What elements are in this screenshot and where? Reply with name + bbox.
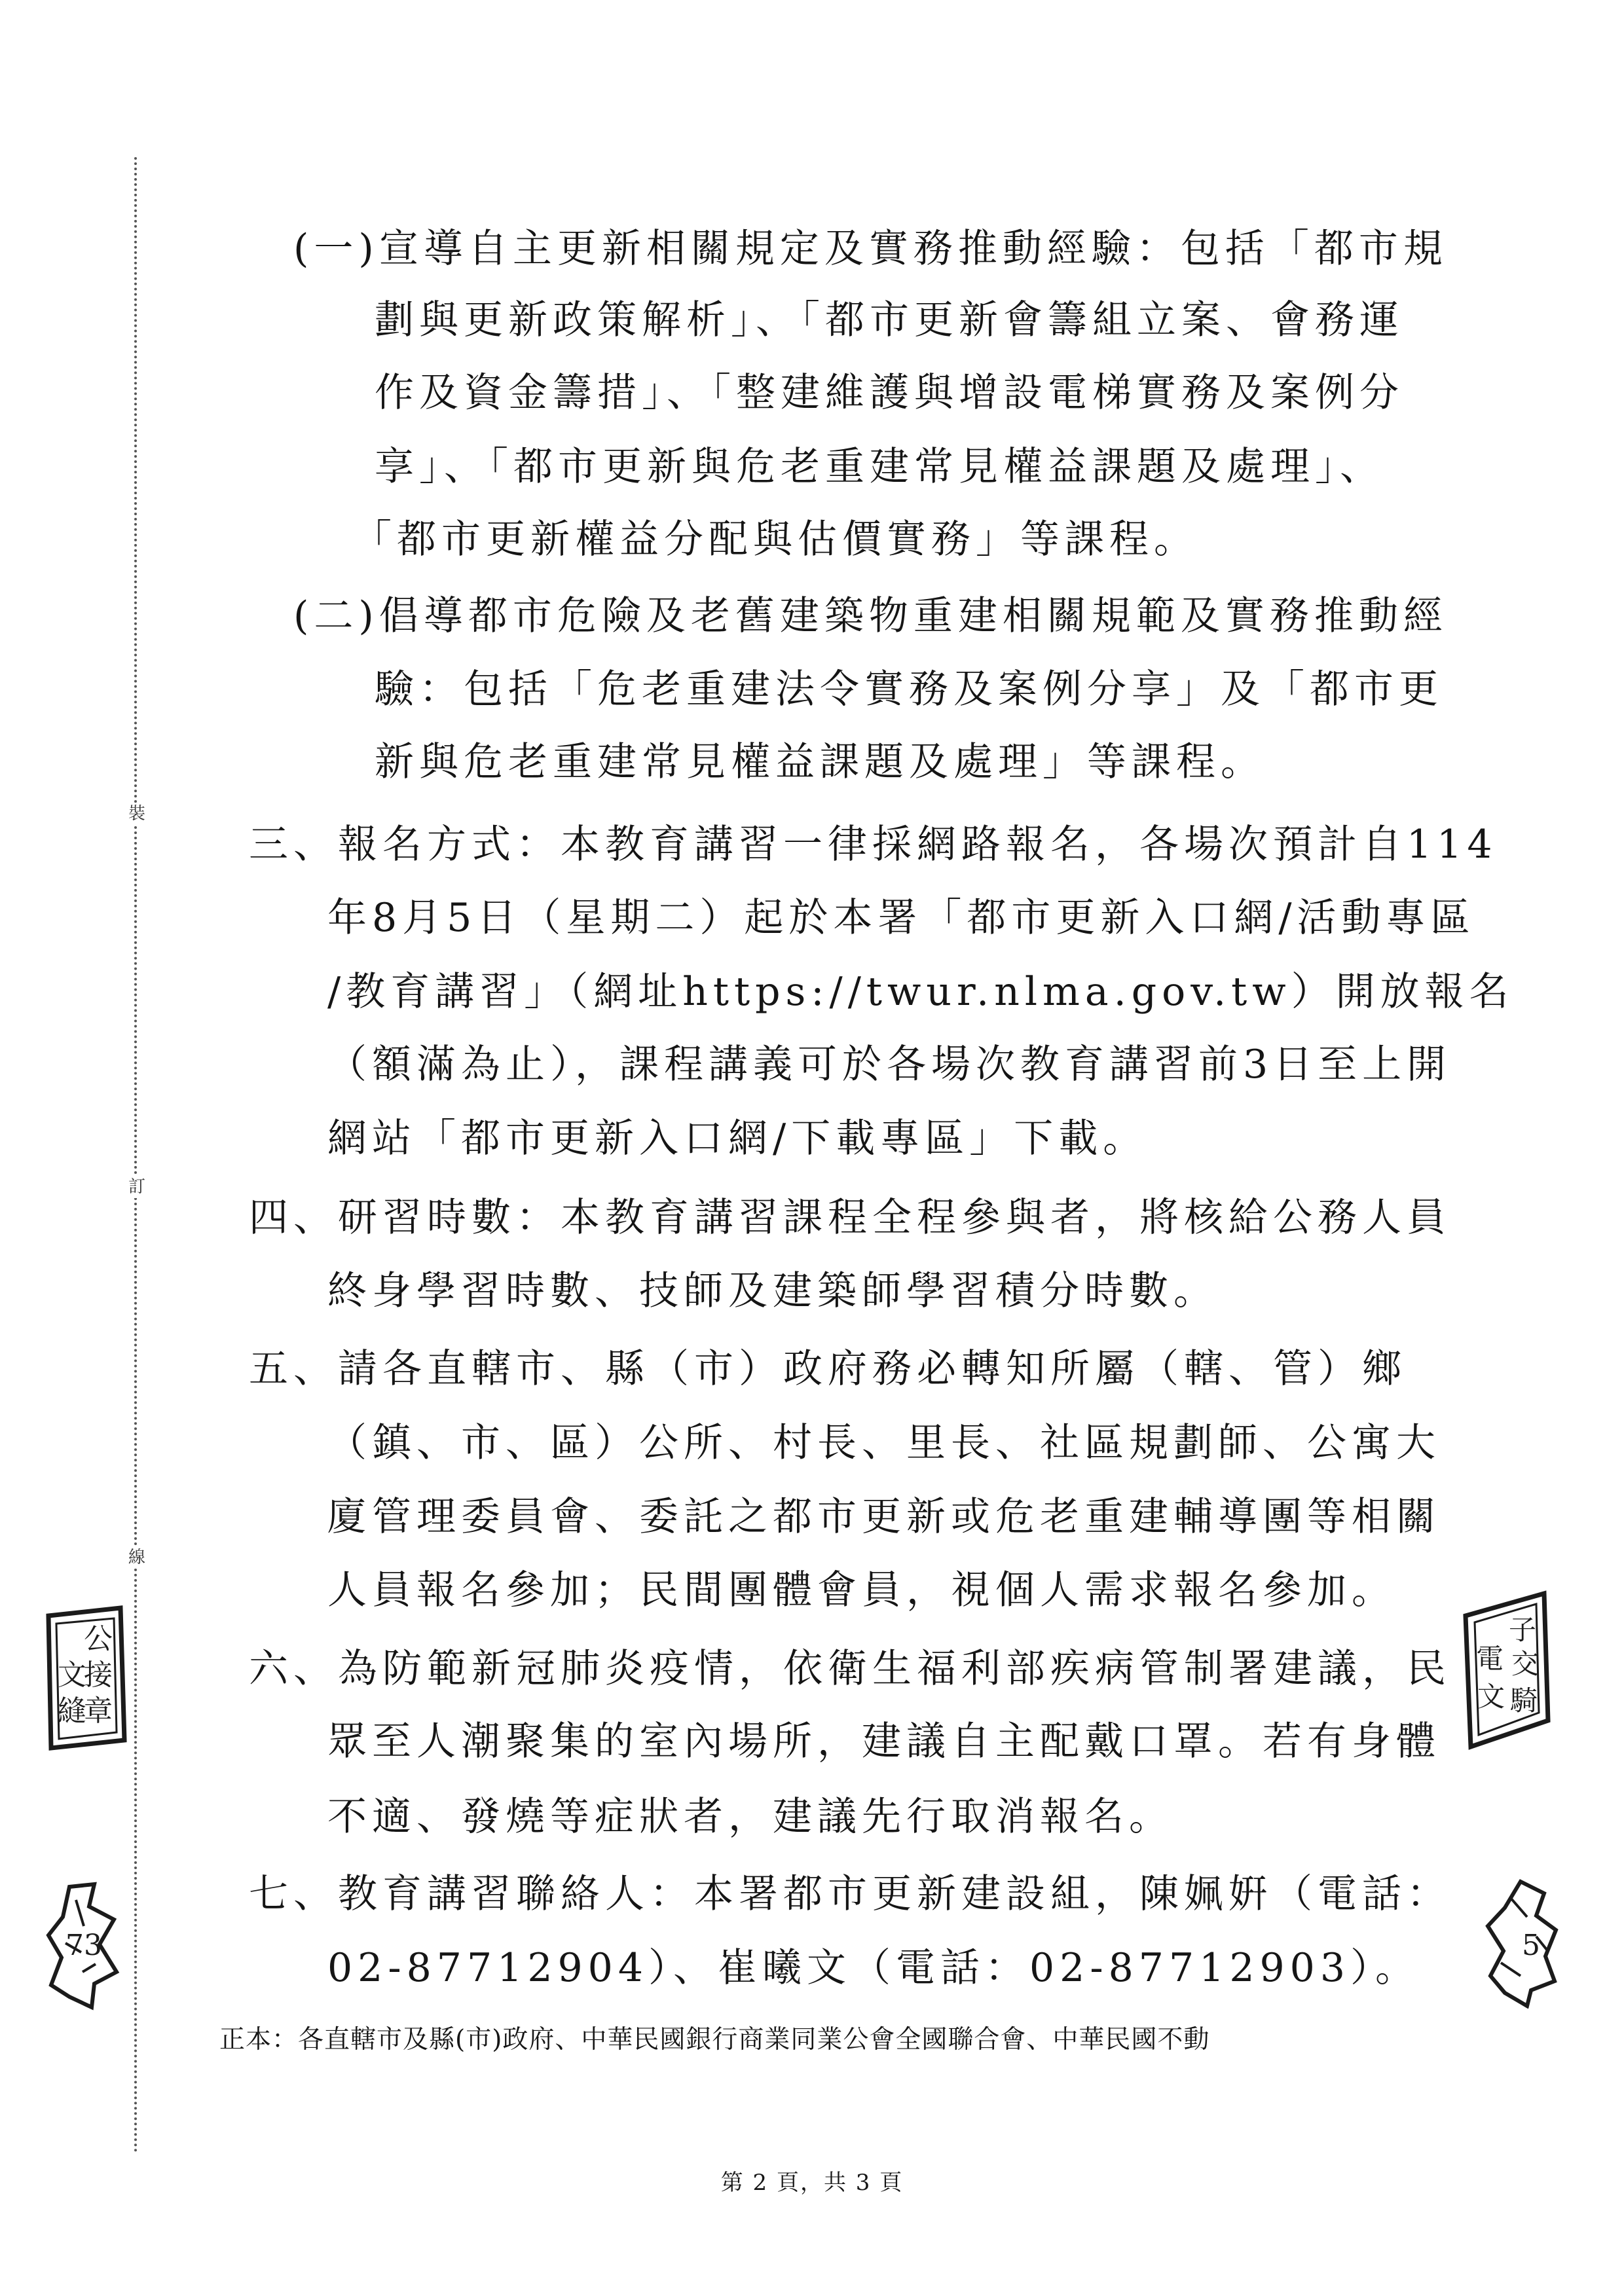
right-seam-seal bbox=[1459, 1590, 1551, 1760]
section-4-line-2: 終身學習時數、技師及建築師學習積分時數。 bbox=[327, 1268, 1218, 1314]
right-seal-char-4: 文 bbox=[1477, 1681, 1505, 1713]
item-2-line-3: 新與危老重建常見權益課題及處理」等課程。 bbox=[375, 739, 1265, 785]
section-3-line-5: 網站「都市更新入口網/下載專區」下載。 bbox=[327, 1116, 1148, 1161]
cc-recipients-line: 正本：各直轄市及縣(市)政府、中華民國銀行商業同業公會全國聯合會、中華民國不動 bbox=[219, 2025, 1210, 2054]
left-seal-char-4: 章 bbox=[84, 1694, 113, 1728]
section-5-line-1: 五、請各直轄市、縣（市）政府務必轉知所屬（轄、管）鄉 bbox=[249, 1346, 1407, 1392]
item-1-line-1: (一)宣導自主更新相關規定及實務推動經驗：包括「都市規 bbox=[293, 226, 1448, 272]
page-number bbox=[0, 2172, 1624, 2194]
section-5-line-3: 廈管理委員會、委託之都市更新或危老重建輔導團等相關 bbox=[327, 1494, 1441, 1540]
item-1-line-2: 劃與更新政策解析」、「都市更新會籌組立案、會務運 bbox=[375, 297, 1404, 343]
right-page-mark-number: 5 bbox=[1522, 1929, 1540, 1962]
right-seal-char-2: 子 bbox=[1509, 1614, 1537, 1646]
seal-stamp-icon bbox=[43, 1603, 128, 1753]
page-seal-icon bbox=[1481, 1878, 1560, 2009]
item-2-line-2: 驗：包括「危老重建法令實務及案例分享」及「都市更 bbox=[375, 666, 1443, 712]
section-5-line-2: （鎮、市、區）公所、村長、里長、社區規劃師、公寓大 bbox=[327, 1420, 1441, 1466]
right-seal-char-5: 騎 bbox=[1510, 1685, 1538, 1717]
item-1-line-4: 享」、「都市更新與危老重建常見權益課題及處理」、 bbox=[375, 444, 1384, 490]
binding-mark-xian: 線 bbox=[128, 1548, 146, 1567]
left-seal-char-1: 公 bbox=[84, 1622, 113, 1656]
left-page-mark-number: 73 bbox=[65, 1929, 102, 1962]
section-6-line-3: 不適、發燒等症狀者，建議先行取消報名。 bbox=[327, 1794, 1173, 1840]
left-seal-char-2: 接 bbox=[84, 1658, 113, 1692]
section-7-line-2: 02-87712904）、崔曦文（電話：02-87712903）。 bbox=[327, 1945, 1420, 1991]
page-number-text: 第 2 頁，共 3 頁 bbox=[720, 2170, 904, 2196]
left-page-mark bbox=[43, 1880, 122, 2011]
item-1-line-3: 作及資金籌措」、「整建維護與增設電梯實務及案例分 bbox=[375, 370, 1404, 416]
section-6-line-2: 眾至人潮聚集的室內場所，建議自主配戴口罩。若有身體 bbox=[327, 1719, 1441, 1764]
binding-mark-zhuang: 裝 bbox=[128, 804, 146, 824]
seal-stamp-icon bbox=[1459, 1590, 1551, 1760]
section-4-line-1: 四、研習時數：本教育講習課程全程參與者，將核給公務人員 bbox=[249, 1195, 1451, 1241]
section-6-line-1: 六、為防範新冠肺炎疫情，依衛生福利部疾病管制署建議，民 bbox=[249, 1646, 1451, 1692]
section-3-line-2: 年8月5日（星期二）起於本署「都市更新入口網/活動專區 bbox=[327, 895, 1475, 941]
right-page-mark bbox=[1481, 1878, 1560, 2009]
section-3-line-4: （額滿為止），課程講義可於各場次教育講習前3日至上開 bbox=[327, 1042, 1452, 1087]
right-seal-char-1: 電 bbox=[1476, 1643, 1504, 1675]
section-7-line-1: 七、教育講習聯絡人：本署都市更新建設組，陳姵姸（電話： bbox=[249, 1871, 1451, 1917]
binding-mark-ding: 訂 bbox=[128, 1177, 146, 1197]
section-3-line-3: /教育講習」（網址https://twur.nlma.gov.tw）開放報名 bbox=[327, 969, 1514, 1015]
section-3-line-1: 三、報名方式：本教育講習一律採網路報名，各場次預計自114 bbox=[249, 822, 1498, 867]
left-seam-seal bbox=[43, 1603, 128, 1753]
left-seal-char-5: 縫 bbox=[58, 1694, 86, 1728]
section-5-line-4: 人員報名參加；民間團體會員，視個人需求報名參加。 bbox=[327, 1567, 1396, 1613]
item-1-line-5: 「都市更新權益分配與估價實務」等課程。 bbox=[352, 517, 1198, 562]
right-seal-char-3: 交 bbox=[1511, 1648, 1540, 1680]
page-seal-icon bbox=[43, 1880, 122, 2011]
left-seal-char-3: 文 bbox=[58, 1658, 86, 1692]
item-2-line-1: (二)倡導都市危險及老舊建築物重建相關規範及實務推動經 bbox=[293, 593, 1448, 639]
